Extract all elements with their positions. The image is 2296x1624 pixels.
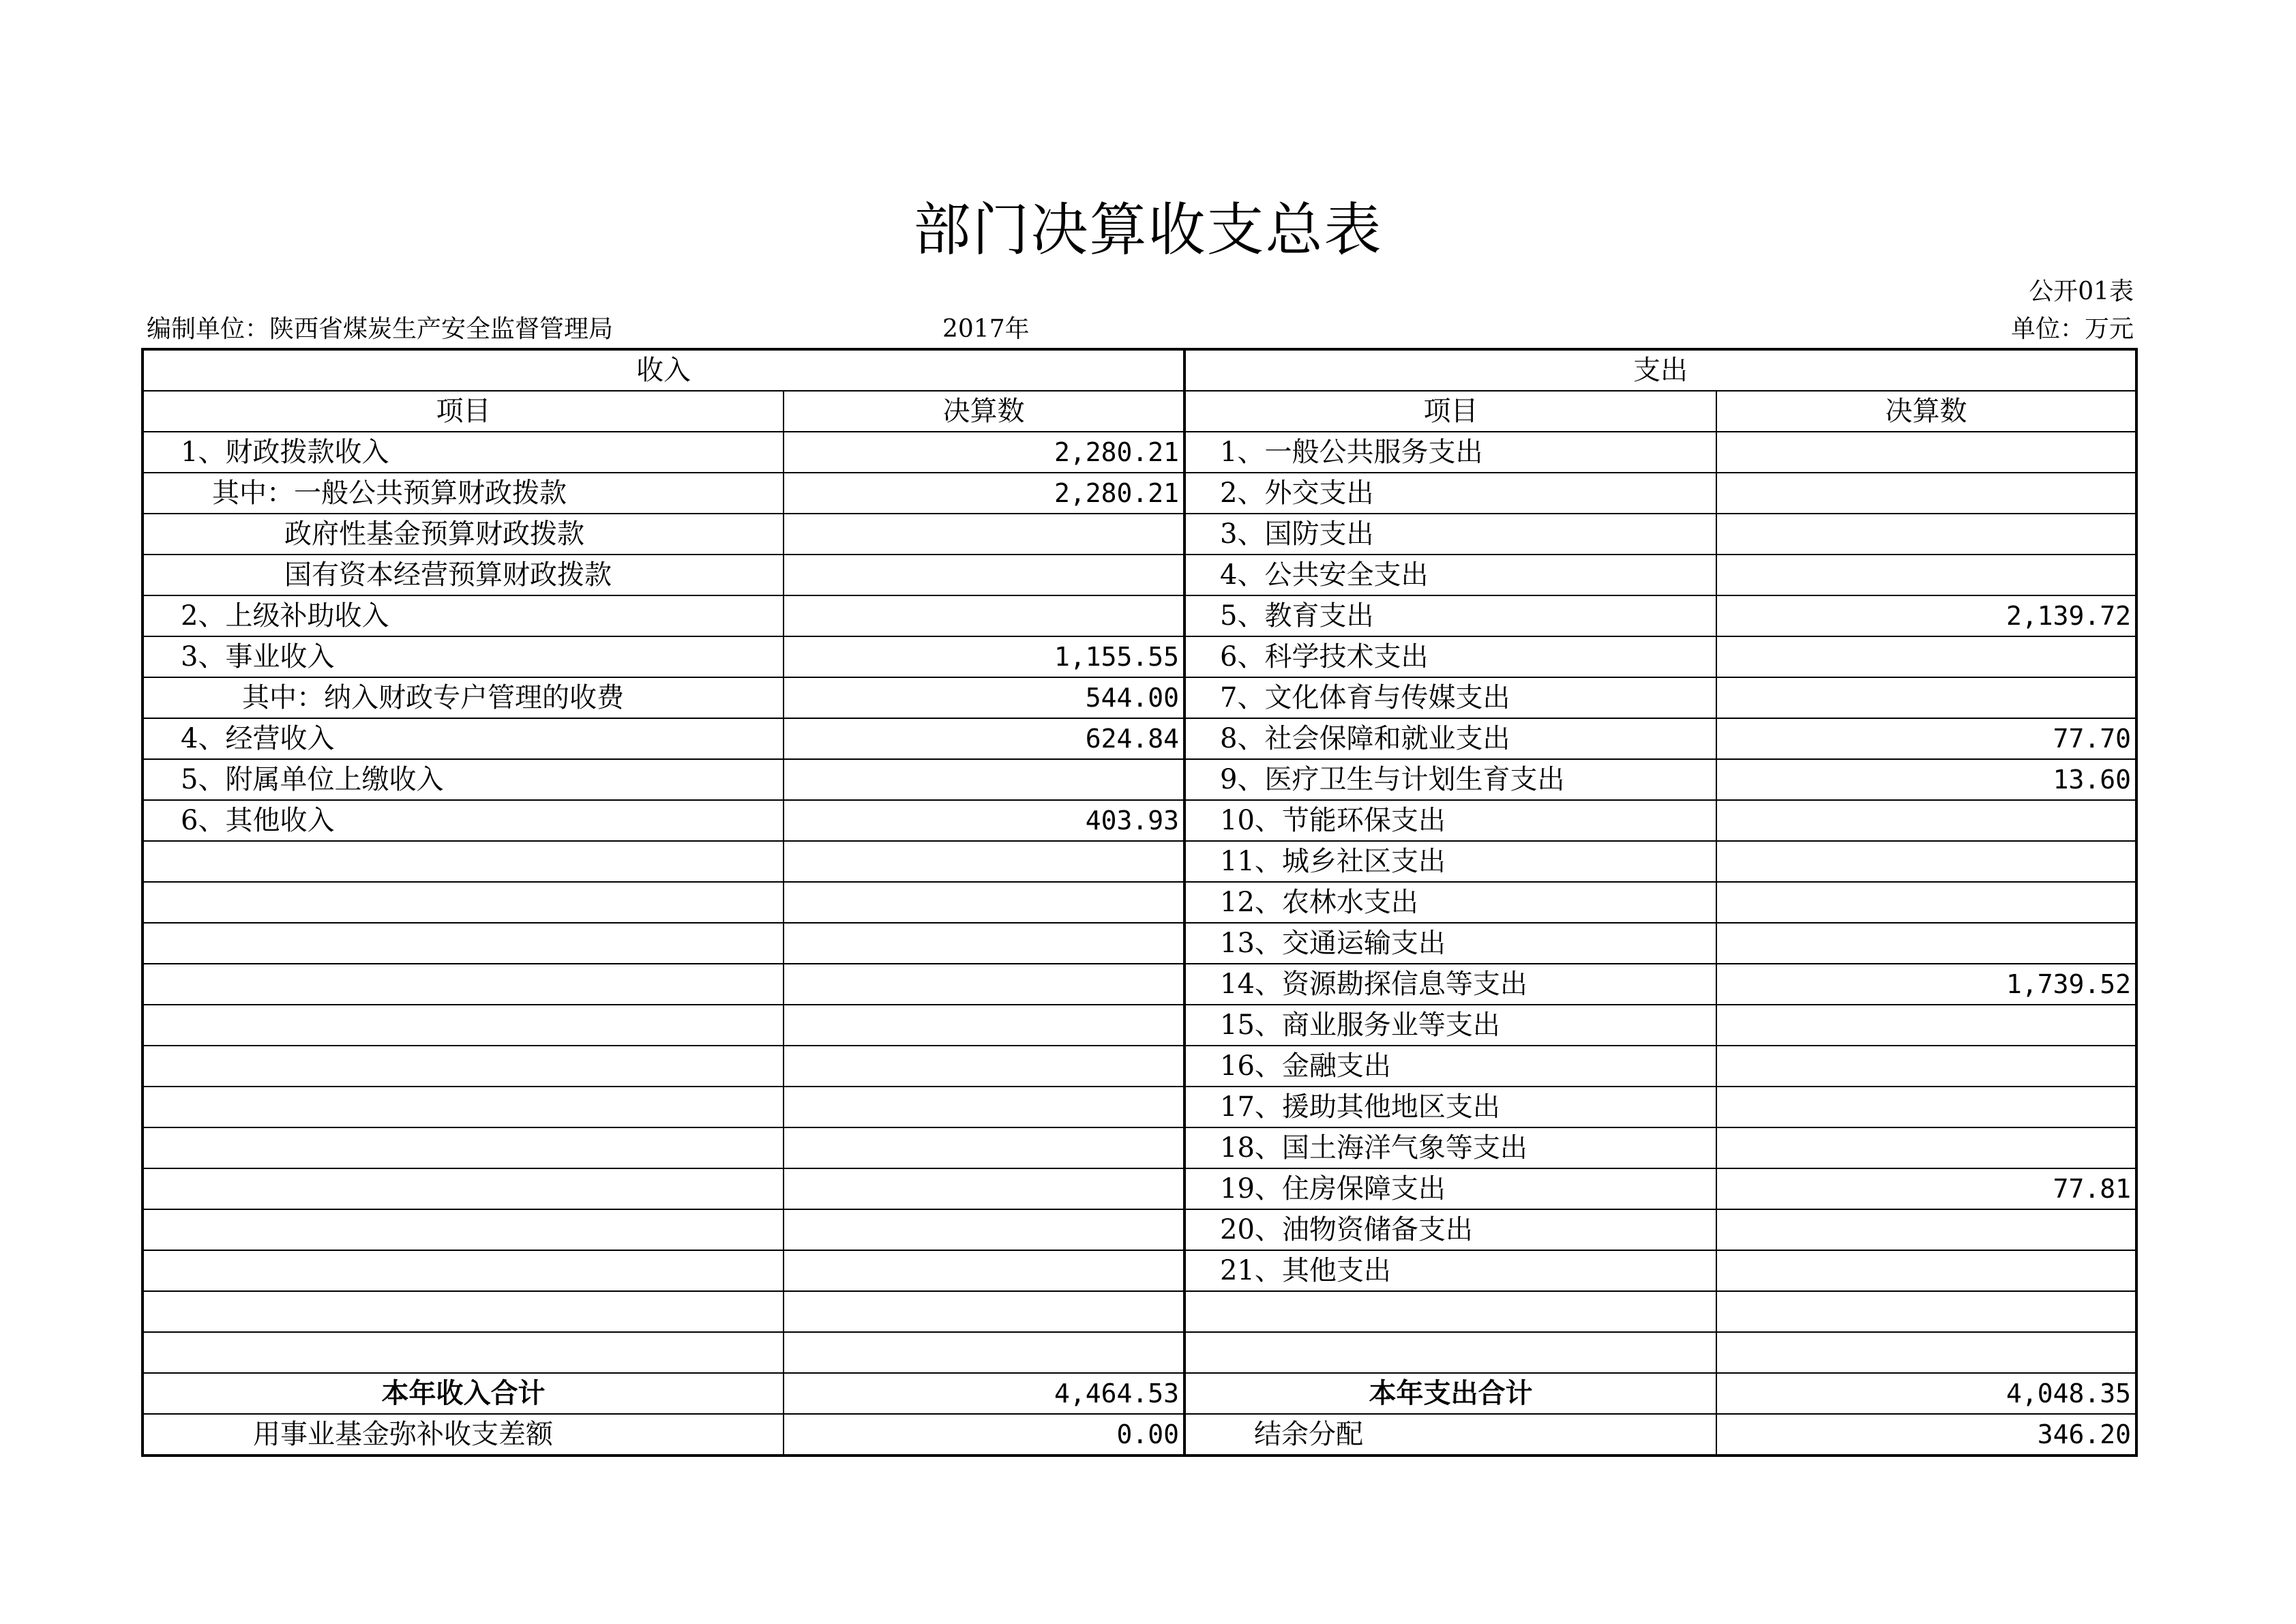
income-amount-cell [784, 841, 1184, 882]
income-total-label: 本年收入合计 [143, 1373, 784, 1414]
income-item-cell: 国有资本经营预算财政拨款 [143, 555, 784, 595]
expense-amount-cell [1716, 514, 2136, 555]
income-item-cell [143, 1087, 784, 1127]
income-item-cell: 6、其他收入 [143, 800, 784, 841]
table-row [143, 677, 2136, 718]
expense-item-cell [1184, 1291, 1716, 1332]
table-row [143, 841, 2136, 882]
expense-amount-cell [1716, 1291, 2136, 1332]
table-row [143, 964, 2136, 1005]
income-item-cell: 4、经营收入 [143, 718, 784, 759]
expense-item-cell: 21、其他支出 [1184, 1250, 1716, 1291]
table-row [143, 1291, 2136, 1332]
income-item-cell [143, 1291, 784, 1332]
expense-amount-cell [1716, 1209, 2136, 1250]
expense-item-cell: 6、科学技术支出 [1184, 636, 1716, 677]
income-item-cell [143, 1005, 784, 1046]
expense-amount-cell [1716, 555, 2136, 595]
expense-item-cell: 10、节能环保支出 [1184, 800, 1716, 841]
column-header-row [143, 391, 2136, 432]
surplus-allocation-value: 346.20 [1716, 1414, 2136, 1456]
income-item-cell [143, 841, 784, 882]
income-amount-cell [784, 514, 1184, 555]
expense-item-cell [1184, 1332, 1716, 1373]
expense-item-cell: 4、公共安全支出 [1184, 555, 1716, 595]
expense-total-label: 本年支出合计 [1184, 1373, 1716, 1414]
table-row [143, 636, 2136, 677]
expense-amount-cell [1716, 923, 2136, 964]
income-item-cell [143, 964, 784, 1005]
expense-total-value: 4,048.35 [1716, 1373, 2136, 1414]
income-total-value: 4,464.53 [784, 1373, 1184, 1414]
table-row [143, 800, 2136, 841]
expense-item-cell: 1、一般公共服务支出 [1184, 432, 1716, 473]
expense-amount-cell [1716, 1005, 2136, 1046]
expense-item-cell: 15、商业服务业等支出 [1184, 1005, 1716, 1046]
income-item-cell: 其中：纳入财政专户管理的收费 [143, 677, 784, 718]
table-row [143, 718, 2136, 759]
income-amount-cell [784, 964, 1184, 1005]
expense-amount-cell: 1,739.52 [1716, 964, 2136, 1005]
expense-item-cell: 8、社会保障和就业支出 [1184, 718, 1716, 759]
income-amount-cell [784, 1209, 1184, 1250]
table-row [143, 1250, 2136, 1291]
expense-amount-cell [1716, 1332, 2136, 1373]
income-amount-cell: 403.93 [784, 800, 1184, 841]
expense-amount-cell [1716, 882, 2136, 923]
income-amount-cell [784, 1168, 1184, 1209]
expense-section-header: 支出 [1184, 349, 2136, 391]
expense-amount-cell [1716, 636, 2136, 677]
expense-amount-cell [1716, 841, 2136, 882]
table-row [143, 1209, 2136, 1250]
table-row [143, 1087, 2136, 1127]
fund-offset-label: 用事业基金弥补收支差额 [143, 1414, 784, 1456]
expense-item-cell: 7、文化体育与传媒支出 [1184, 677, 1716, 718]
income-item-cell [143, 882, 784, 923]
table-row [143, 882, 2136, 923]
unit-label: 单位：万元 [2010, 315, 2134, 343]
income-item-cell [143, 1127, 784, 1168]
expense-amount-cell [1716, 677, 2136, 718]
income-item-cell [143, 1046, 784, 1087]
expense-item-cell: 11、城乡社区支出 [1184, 841, 1716, 882]
expense-amount-cell [1716, 1046, 2136, 1087]
expense-item-cell: 17、援助其他地区支出 [1184, 1087, 1716, 1127]
income-amount-cell: 1,155.55 [784, 636, 1184, 677]
page-title: 部门决算收支总表 [913, 196, 1383, 263]
expense-item-cell: 2、外交支出 [1184, 473, 1716, 514]
expense-item-cell: 9、医疗卫生与计划生育支出 [1184, 759, 1716, 800]
income-amount-cell [784, 1291, 1184, 1332]
expense-item-cell: 14、资源勘探信息等支出 [1184, 964, 1716, 1005]
expense-amount-cell: 13.60 [1716, 759, 2136, 800]
income-amount-cell: 544.00 [784, 677, 1184, 718]
table-row [143, 473, 2136, 514]
expense-amount-header: 决算数 [1716, 391, 2136, 432]
expense-amount-cell: 2,139.72 [1716, 595, 2136, 636]
expense-item-header: 项目 [1184, 391, 1716, 432]
surplus-allocation-label: 结余分配 [1184, 1414, 1716, 1456]
expense-amount-cell: 77.70 [1716, 718, 2136, 759]
expense-item-cell: 13、交通运输支出 [1184, 923, 1716, 964]
income-item-cell [143, 1168, 784, 1209]
expense-item-cell: 12、农林水支出 [1184, 882, 1716, 923]
table-row [143, 514, 2136, 555]
income-item-cell: 政府性基金预算财政拨款 [143, 514, 784, 555]
income-amount-cell: 2,280.21 [784, 473, 1184, 514]
income-amount-cell [784, 1087, 1184, 1127]
income-item-cell: 5、附属单位上缴收入 [143, 759, 784, 800]
expense-amount-cell: 77.81 [1716, 1168, 2136, 1209]
table-row [143, 1168, 2136, 1209]
table-row [143, 595, 2136, 636]
income-amount-cell [784, 555, 1184, 595]
expense-item-cell: 18、国土海洋气象等支出 [1184, 1127, 1716, 1168]
table-row [143, 555, 2136, 595]
income-item-cell: 3、事业收入 [143, 636, 784, 677]
form-code: 公开01表 [2029, 278, 2134, 306]
income-amount-cell [784, 759, 1184, 800]
income-item-cell: 1、财政拨款收入 [143, 432, 784, 473]
fund-offset-value: 0.00 [784, 1414, 1184, 1456]
section-header-row [143, 349, 2136, 391]
expense-amount-cell [1716, 800, 2136, 841]
table-row [143, 432, 2136, 473]
expense-item-cell: 19、住房保障支出 [1184, 1168, 1716, 1209]
income-item-header: 项目 [143, 391, 784, 432]
table-row [143, 1127, 2136, 1168]
income-amount-cell [784, 923, 1184, 964]
table-row [143, 1005, 2136, 1046]
expense-amount-cell [1716, 1087, 2136, 1127]
expense-item-cell: 16、金融支出 [1184, 1046, 1716, 1087]
income-amount-cell [784, 1250, 1184, 1291]
totals-row [143, 1373, 2136, 1414]
expense-amount-cell [1716, 432, 2136, 473]
income-amount-cell: 2,280.21 [784, 432, 1184, 473]
budget-summary-table [141, 348, 2138, 1457]
income-section-header: 收入 [143, 349, 1184, 391]
table-row [143, 1332, 2136, 1373]
income-item-cell [143, 923, 784, 964]
income-amount-cell [784, 595, 1184, 636]
table-row [143, 923, 2136, 964]
year-label: 2017年 [942, 315, 1030, 343]
footer-row [143, 1414, 2136, 1456]
income-item-cell: 其中：一般公共预算财政拨款 [143, 473, 784, 514]
org-label: 编制单位：陕西省煤炭生产安全监督管理局 [147, 315, 614, 343]
income-item-cell: 2、上级补助收入 [143, 595, 784, 636]
income-item-cell [143, 1209, 784, 1250]
income-amount-cell [784, 1005, 1184, 1046]
income-amount-cell [784, 882, 1184, 923]
income-amount-cell [784, 1127, 1184, 1168]
expense-amount-cell [1716, 1127, 2136, 1168]
expense-item-cell: 20、油物资储备支出 [1184, 1209, 1716, 1250]
table-row [143, 1046, 2136, 1087]
income-amount-cell: 624.84 [784, 718, 1184, 759]
income-amount-cell [784, 1332, 1184, 1373]
expense-amount-cell [1716, 1250, 2136, 1291]
table-row [143, 759, 2136, 800]
expense-item-cell: 3、国防支出 [1184, 514, 1716, 555]
income-amount-header: 决算数 [784, 391, 1184, 432]
income-amount-cell [784, 1046, 1184, 1087]
expense-item-cell: 5、教育支出 [1184, 595, 1716, 636]
expense-amount-cell [1716, 473, 2136, 514]
income-item-cell [143, 1250, 784, 1291]
income-item-cell [143, 1332, 784, 1373]
